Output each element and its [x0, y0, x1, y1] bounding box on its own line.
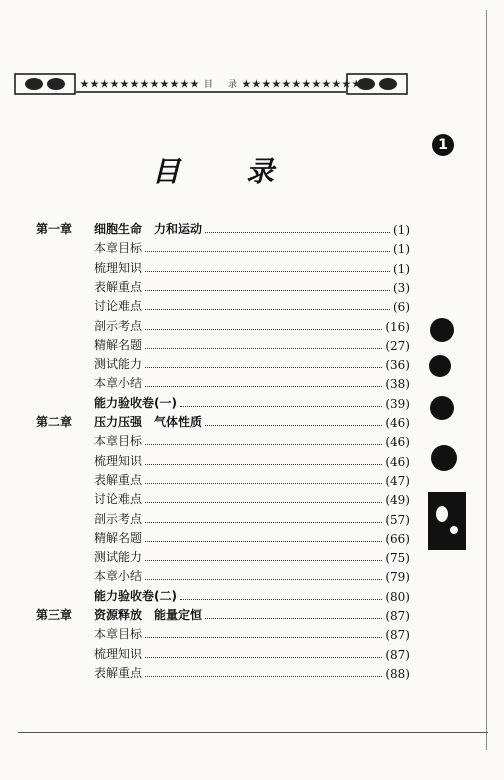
toc-leader-dots: [145, 541, 382, 542]
toc-entry-label: 讨论难点: [94, 299, 143, 314]
toc-row: [94, 625, 410, 642]
toc-leader-dots: [205, 618, 382, 619]
toc-entry-label: 本章目标: [94, 434, 143, 449]
toc-leader-dots: [145, 309, 390, 310]
toc-entry-label: 本章小结: [94, 376, 143, 391]
toc-leader-dots: [145, 579, 382, 580]
toc-chapter-number: 第三章: [36, 608, 73, 622]
toc-row: [94, 529, 410, 546]
toc-entry-label: 表解重点: [94, 665, 143, 680]
toc-page-number: (87): [385, 647, 410, 662]
toc-page-number: (46): [385, 416, 410, 430]
toc-page-number: (6): [393, 300, 410, 315]
toc-leader-dots: [180, 599, 382, 600]
toc-page-number: (49): [385, 493, 410, 508]
toc-row: [36, 413, 410, 430]
toc-entry-label: 梳理知识: [94, 453, 143, 468]
toc-page-number: (46): [385, 454, 410, 469]
toc-leader-dots: [145, 329, 382, 330]
toc-leader-dots: [145, 483, 382, 484]
title-char-1: 目: [152, 155, 181, 188]
toc-chapter-number: 第二章: [36, 415, 73, 429]
toc-entry-label: 测试能力: [94, 357, 143, 372]
toc-entry-label: 表解重点: [94, 472, 143, 487]
header-left-text: ★★★★★★★★★★★★ 目: [80, 80, 214, 90]
toc-row: [94, 355, 410, 372]
page-edge-rule: [486, 10, 487, 750]
toc-leader-dots: [205, 425, 382, 426]
toc-page-number: (88): [385, 666, 410, 681]
toc-page-number: (75): [385, 551, 410, 566]
toc-entry-label: 梳理知识: [94, 260, 143, 275]
toc-leader-dots: [145, 271, 390, 272]
toc-entry-label: 梳理知识: [94, 646, 143, 661]
toc-row: [94, 567, 410, 584]
header-band: [14, 72, 408, 96]
toc-entry-label: 讨论难点: [94, 492, 143, 507]
toc-entry-label: 压力压强 气体性质: [94, 415, 203, 429]
toc-row: [94, 432, 410, 449]
toc-entry-label: 能力验收卷(一): [94, 395, 177, 410]
toc-row: [94, 490, 410, 507]
toc-row: [94, 548, 410, 565]
toc-entry-label: 测试能力: [94, 550, 143, 565]
toc-entry-label: 能力验收卷(二): [94, 588, 177, 603]
side-decoration: [428, 316, 478, 556]
toc-page-number: (57): [385, 512, 410, 527]
toc-leader-dots: [145, 464, 382, 465]
title-char-2: 录: [246, 155, 275, 188]
toc-leader-dots: [180, 406, 382, 407]
toc-leader-dots: [145, 657, 382, 658]
toc-leader-dots: [145, 290, 390, 291]
toc-page-number: (16): [385, 319, 410, 334]
toc-page-number: (3): [393, 280, 410, 295]
toc-leader-dots: [145, 676, 382, 677]
toc-page-number: (80): [385, 589, 410, 604]
toc-page-number: (1): [393, 223, 410, 237]
toc-page-number: (47): [385, 473, 410, 488]
toc-row: [94, 239, 410, 256]
toc-page-number: (79): [385, 570, 410, 585]
toc-entry-label: 精解名题: [94, 530, 143, 545]
toc-row: [94, 374, 410, 391]
toc-row: [36, 606, 410, 623]
toc-page-number: (87): [385, 628, 410, 643]
toc-row: [94, 317, 410, 334]
toc-chapter-number: 第一章: [36, 222, 73, 236]
toc-row: [94, 645, 410, 662]
toc-entry-label: 剖示考点: [94, 511, 143, 526]
footer-rule: [18, 732, 488, 733]
toc-row: [94, 664, 410, 681]
toc-page-number: (36): [385, 358, 410, 373]
toc-row: [94, 587, 410, 604]
toc-row: [94, 297, 410, 314]
header-right-text: 录 ★★★★★★★★★★★★: [228, 80, 362, 90]
toc-row: [36, 220, 410, 237]
toc-page-number: (1): [393, 261, 410, 276]
toc-leader-dots: [145, 502, 382, 503]
toc-row: [94, 510, 410, 527]
toc-page-number: (46): [385, 435, 410, 450]
toc-page-number: (66): [385, 531, 410, 546]
toc-row: [94, 336, 410, 353]
toc-entry-label: 精解名题: [94, 337, 143, 352]
toc-entry-label: 本章目标: [94, 241, 143, 256]
toc-entry-label: 剖示考点: [94, 318, 143, 333]
toc-leader-dots: [145, 251, 390, 252]
toc-entry-label: 资源释放 能量定恒: [94, 608, 203, 622]
toc-page-number: (27): [385, 338, 410, 353]
toc-entry-label: 本章目标: [94, 627, 143, 642]
toc-entry-label: 本章小结: [94, 569, 143, 584]
toc-leader-dots: [145, 444, 382, 445]
toc-entry-label: 细胞生命 力和运动: [94, 222, 203, 236]
toc-page-number: (39): [385, 396, 410, 411]
toc-leader-dots: [145, 637, 382, 638]
toc-row: [94, 452, 410, 469]
toc-page-number: (38): [385, 377, 410, 392]
toc-leader-dots: [205, 232, 390, 233]
toc-leader-dots: [145, 367, 382, 368]
toc-row: [94, 471, 410, 488]
toc-leader-dots: [145, 386, 382, 387]
toc-row: [94, 394, 410, 411]
toc-row: [94, 278, 410, 295]
toc-row: [94, 259, 410, 276]
page-number-badge: 1: [432, 134, 454, 156]
toc-page-number: (87): [385, 609, 410, 623]
toc-leader-dots: [145, 522, 382, 523]
toc-page-number: (1): [393, 242, 410, 257]
toc-leader-dots: [145, 348, 382, 349]
toc-entry-label: 表解重点: [94, 279, 143, 294]
toc-leader-dots: [145, 560, 382, 561]
